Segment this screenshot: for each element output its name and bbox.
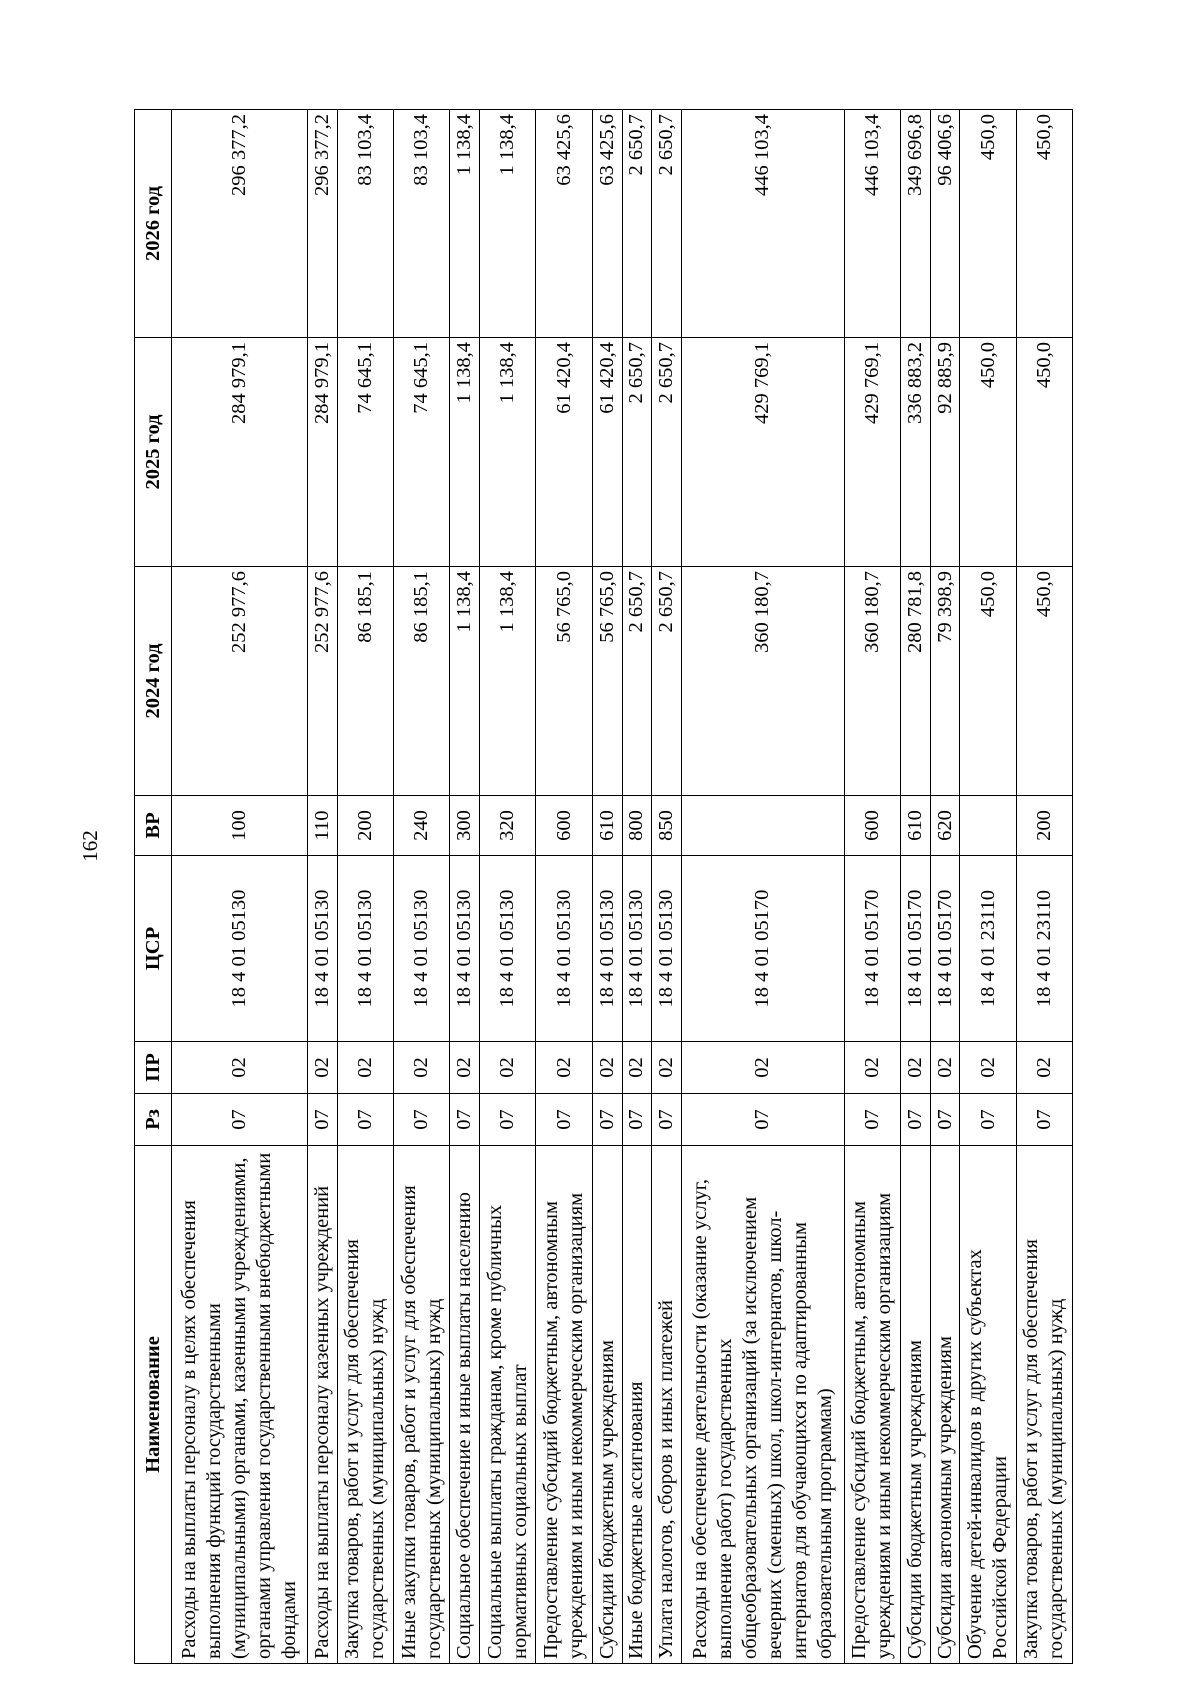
cell-pr: 02 [900, 1042, 930, 1094]
cell-rz: 07 [844, 1094, 900, 1146]
cell-csr: 18 4 01 05130 [394, 856, 450, 1042]
cell-name: Уплата налогов, сборов и иных платежей [652, 1146, 682, 1664]
cell-2024: 86 185,1 [394, 567, 450, 796]
cell-pr: 02 [172, 1042, 308, 1094]
cell-2026: 83 103,4 [394, 110, 450, 338]
cell-pr: 02 [930, 1042, 960, 1094]
cell-rz: 07 [652, 1094, 682, 1146]
cell-2026: 2 650,7 [652, 110, 682, 338]
cell-pr: 02 [592, 1042, 622, 1094]
cell-vr: 110 [308, 796, 338, 856]
cell-pr: 02 [652, 1042, 682, 1094]
cell-rz: 07 [930, 1094, 960, 1146]
table-row [960, 110, 1016, 1664]
cell-2025: 429 769,1 [682, 338, 845, 567]
cell-name: Социальное обеспечение и иные выплаты населению [450, 1146, 480, 1664]
cell-2025: 1 138,4 [480, 338, 536, 567]
cell-vr: 240 [394, 796, 450, 856]
cell-rz: 07 [682, 1094, 845, 1146]
cell-vr: 200 [1016, 796, 1072, 856]
cell-pr: 02 [536, 1042, 592, 1094]
table-header-row [135, 110, 172, 1664]
cell-2025: 284 979,1 [172, 338, 308, 567]
cell-rz: 07 [592, 1094, 622, 1146]
cell-2024: 280 781,8 [900, 567, 930, 796]
cell-rz: 07 [622, 1094, 652, 1146]
cell-rz: 07 [394, 1094, 450, 1146]
cell-2024: 2 650,7 [652, 567, 682, 796]
cell-vr: 620 [930, 796, 960, 856]
table-row [172, 110, 308, 1664]
cell-2024: 79 398,9 [930, 567, 960, 796]
cell-name: Закупка товаров, работ и услуг для обеспечения государственных (муниципальных) нужд [1016, 1146, 1072, 1664]
cell-2026: 2 650,7 [622, 110, 652, 338]
cell-csr: 18 4 01 23110 [1016, 856, 1072, 1042]
cell-csr: 18 4 01 05170 [844, 856, 900, 1042]
table-row [480, 110, 536, 1664]
cell-pr: 02 [337, 1042, 393, 1094]
cell-csr: 18 4 01 05130 [480, 856, 536, 1042]
cell-csr: 18 4 01 05130 [622, 856, 652, 1042]
cell-csr: 18 4 01 05130 [337, 856, 393, 1042]
cell-csr: 18 4 01 05130 [308, 856, 338, 1042]
table-row [622, 110, 652, 1664]
cell-csr: 18 4 01 05130 [450, 856, 480, 1042]
cell-csr: 18 4 01 05130 [652, 856, 682, 1042]
cell-name: Предоставление субсидий бюджетным, автономным учреждениям и иным некоммерческим организациям [844, 1146, 900, 1664]
cell-name: Субсидии автономным учреждениям [930, 1146, 960, 1664]
cell-vr [682, 796, 845, 856]
table-row [536, 110, 592, 1664]
table-row [930, 110, 960, 1664]
table-row [308, 110, 338, 1664]
cell-pr: 02 [394, 1042, 450, 1094]
cell-2026: 63 425,6 [592, 110, 622, 338]
cell-2026: 63 425,6 [536, 110, 592, 338]
cell-name: Закупка товаров, работ и услуг для обеспечения государственных (муниципальных) нужд [337, 1146, 393, 1664]
cell-pr: 02 [480, 1042, 536, 1094]
cell-vr: 600 [844, 796, 900, 856]
cell-2024: 56 765,0 [536, 567, 592, 796]
cell-csr: 18 4 01 05170 [900, 856, 930, 1042]
cell-name: Расходы на обеспечение деятельности (оказание услуг, выполнение работ) государственных общеобразовательных организаций (за исключением вечерних (сменных) школ, школ-интернатов, школ-интернатов для обучающихся по адаптированным образовательным программам) [682, 1146, 845, 1664]
table-row [394, 110, 450, 1664]
cell-name: Расходы на выплаты персоналу в целях обеспечения выполнения функций государственными (муниципальными) органами, казенными учреждениями, органами управления государственными внебюджетными фондами [172, 1146, 308, 1664]
cell-2024: 1 138,4 [480, 567, 536, 796]
table-body [172, 110, 1073, 1664]
cell-name: Обучение детей-инвалидов в других субъектах Российской Федерации [960, 1146, 1016, 1664]
cell-vr: 610 [592, 796, 622, 856]
cell-rz: 07 [1016, 1094, 1072, 1146]
cell-rz: 07 [308, 1094, 338, 1146]
cell-vr: 300 [450, 796, 480, 856]
cell-rz: 07 [480, 1094, 536, 1146]
cell-vr: 600 [536, 796, 592, 856]
cell-rz: 07 [337, 1094, 393, 1146]
table-row [337, 110, 393, 1664]
header-rz: Рз [135, 1094, 172, 1146]
cell-2026: 450,0 [960, 110, 1016, 338]
cell-name: Субсидии бюджетным учреждениям [900, 1146, 930, 1664]
cell-csr: 18 4 01 05130 [592, 856, 622, 1042]
cell-csr: 18 4 01 05170 [930, 856, 960, 1042]
cell-2025: 92 885,9 [930, 338, 960, 567]
cell-2026: 296 377,2 [308, 110, 338, 338]
header-2025: 2025 год [135, 338, 172, 567]
table-row [682, 110, 845, 1664]
cell-csr: 18 4 01 05170 [682, 856, 845, 1042]
header-vr: ВР [135, 796, 172, 856]
table-row [844, 110, 900, 1664]
cell-2024: 2 650,7 [622, 567, 652, 796]
cell-pr: 02 [308, 1042, 338, 1094]
cell-vr [960, 796, 1016, 856]
cell-2024: 86 185,1 [337, 567, 393, 796]
header-name: Наименование [135, 1146, 172, 1664]
cell-vr: 100 [172, 796, 308, 856]
header-pr: ПР [135, 1042, 172, 1094]
cell-rz: 07 [172, 1094, 308, 1146]
page-number: 162 [78, 830, 102, 862]
cell-pr: 02 [1016, 1042, 1072, 1094]
cell-2024: 360 180,7 [682, 567, 845, 796]
cell-2025: 2 650,7 [652, 338, 682, 567]
cell-name: Иные закупки товаров, работ и услуг для обеспечения государственных (муниципальных) нужд [394, 1146, 450, 1664]
header-2024: 2024 год [135, 567, 172, 796]
cell-2026: 450,0 [1016, 110, 1072, 338]
cell-csr: 18 4 01 05130 [172, 856, 308, 1042]
cell-2025: 74 645,1 [394, 338, 450, 567]
cell-2024: 56 765,0 [592, 567, 622, 796]
cell-rz: 07 [900, 1094, 930, 1146]
table-row [450, 110, 480, 1664]
cell-pr: 02 [622, 1042, 652, 1094]
cell-2025: 1 138,4 [450, 338, 480, 567]
cell-2026: 1 138,4 [450, 110, 480, 338]
cell-2024: 360 180,7 [844, 567, 900, 796]
table-row [592, 110, 622, 1664]
cell-vr: 610 [900, 796, 930, 856]
cell-2024: 450,0 [1016, 567, 1072, 796]
cell-name: Иные бюджетные ассигнования [622, 1146, 652, 1664]
table-row [1016, 110, 1072, 1664]
cell-vr: 200 [337, 796, 393, 856]
cell-2024: 252 977,6 [172, 567, 308, 796]
cell-2024: 252 977,6 [308, 567, 338, 796]
cell-2026: 349 696,8 [900, 110, 930, 338]
cell-2026: 446 103,4 [682, 110, 845, 338]
cell-vr: 850 [652, 796, 682, 856]
cell-name: Субсидии бюджетным учреждениям [592, 1146, 622, 1664]
cell-vr: 800 [622, 796, 652, 856]
cell-pr: 02 [844, 1042, 900, 1094]
cell-csr: 18 4 01 23110 [960, 856, 1016, 1042]
cell-name: Расходы на выплаты персоналу казенных учреждений [308, 1146, 338, 1664]
header-2026: 2026 год [135, 110, 172, 338]
cell-2024: 450,0 [960, 567, 1016, 796]
cell-2025: 2 650,7 [622, 338, 652, 567]
cell-2025: 336 883,2 [900, 338, 930, 567]
cell-2025: 450,0 [1016, 338, 1072, 567]
cell-2026: 296 377,2 [172, 110, 308, 338]
cell-rz: 07 [450, 1094, 480, 1146]
cell-csr: 18 4 01 05130 [536, 856, 592, 1042]
cell-2025: 284 979,1 [308, 338, 338, 567]
cell-rz: 07 [536, 1094, 592, 1146]
cell-2025: 61 420,4 [592, 338, 622, 567]
budget-table-rotated [134, 110, 1073, 1664]
cell-name: Социальные выплаты гражданам, кроме публичных нормативных социальных выплат [480, 1146, 536, 1664]
cell-2025: 61 420,4 [536, 338, 592, 567]
cell-2026: 83 103,4 [337, 110, 393, 338]
cell-name: Предоставление субсидий бюджетным, автономным учреждениям и иным некоммерческим организациям [536, 1146, 592, 1664]
table-row [652, 110, 682, 1664]
cell-2025: 450,0 [960, 338, 1016, 567]
cell-pr: 02 [682, 1042, 845, 1094]
budget-table [134, 109, 1073, 1664]
cell-2026: 1 138,4 [480, 110, 536, 338]
cell-2024: 1 138,4 [450, 567, 480, 796]
cell-2025: 429 769,1 [844, 338, 900, 567]
cell-2026: 96 406,6 [930, 110, 960, 338]
cell-2025: 74 645,1 [337, 338, 393, 567]
cell-pr: 02 [450, 1042, 480, 1094]
table-row [900, 110, 930, 1664]
cell-vr: 320 [480, 796, 536, 856]
header-csr: ЦСР [135, 856, 172, 1042]
cell-pr: 02 [960, 1042, 1016, 1094]
cell-2026: 446 103,4 [844, 110, 900, 338]
cell-rz: 07 [960, 1094, 1016, 1146]
